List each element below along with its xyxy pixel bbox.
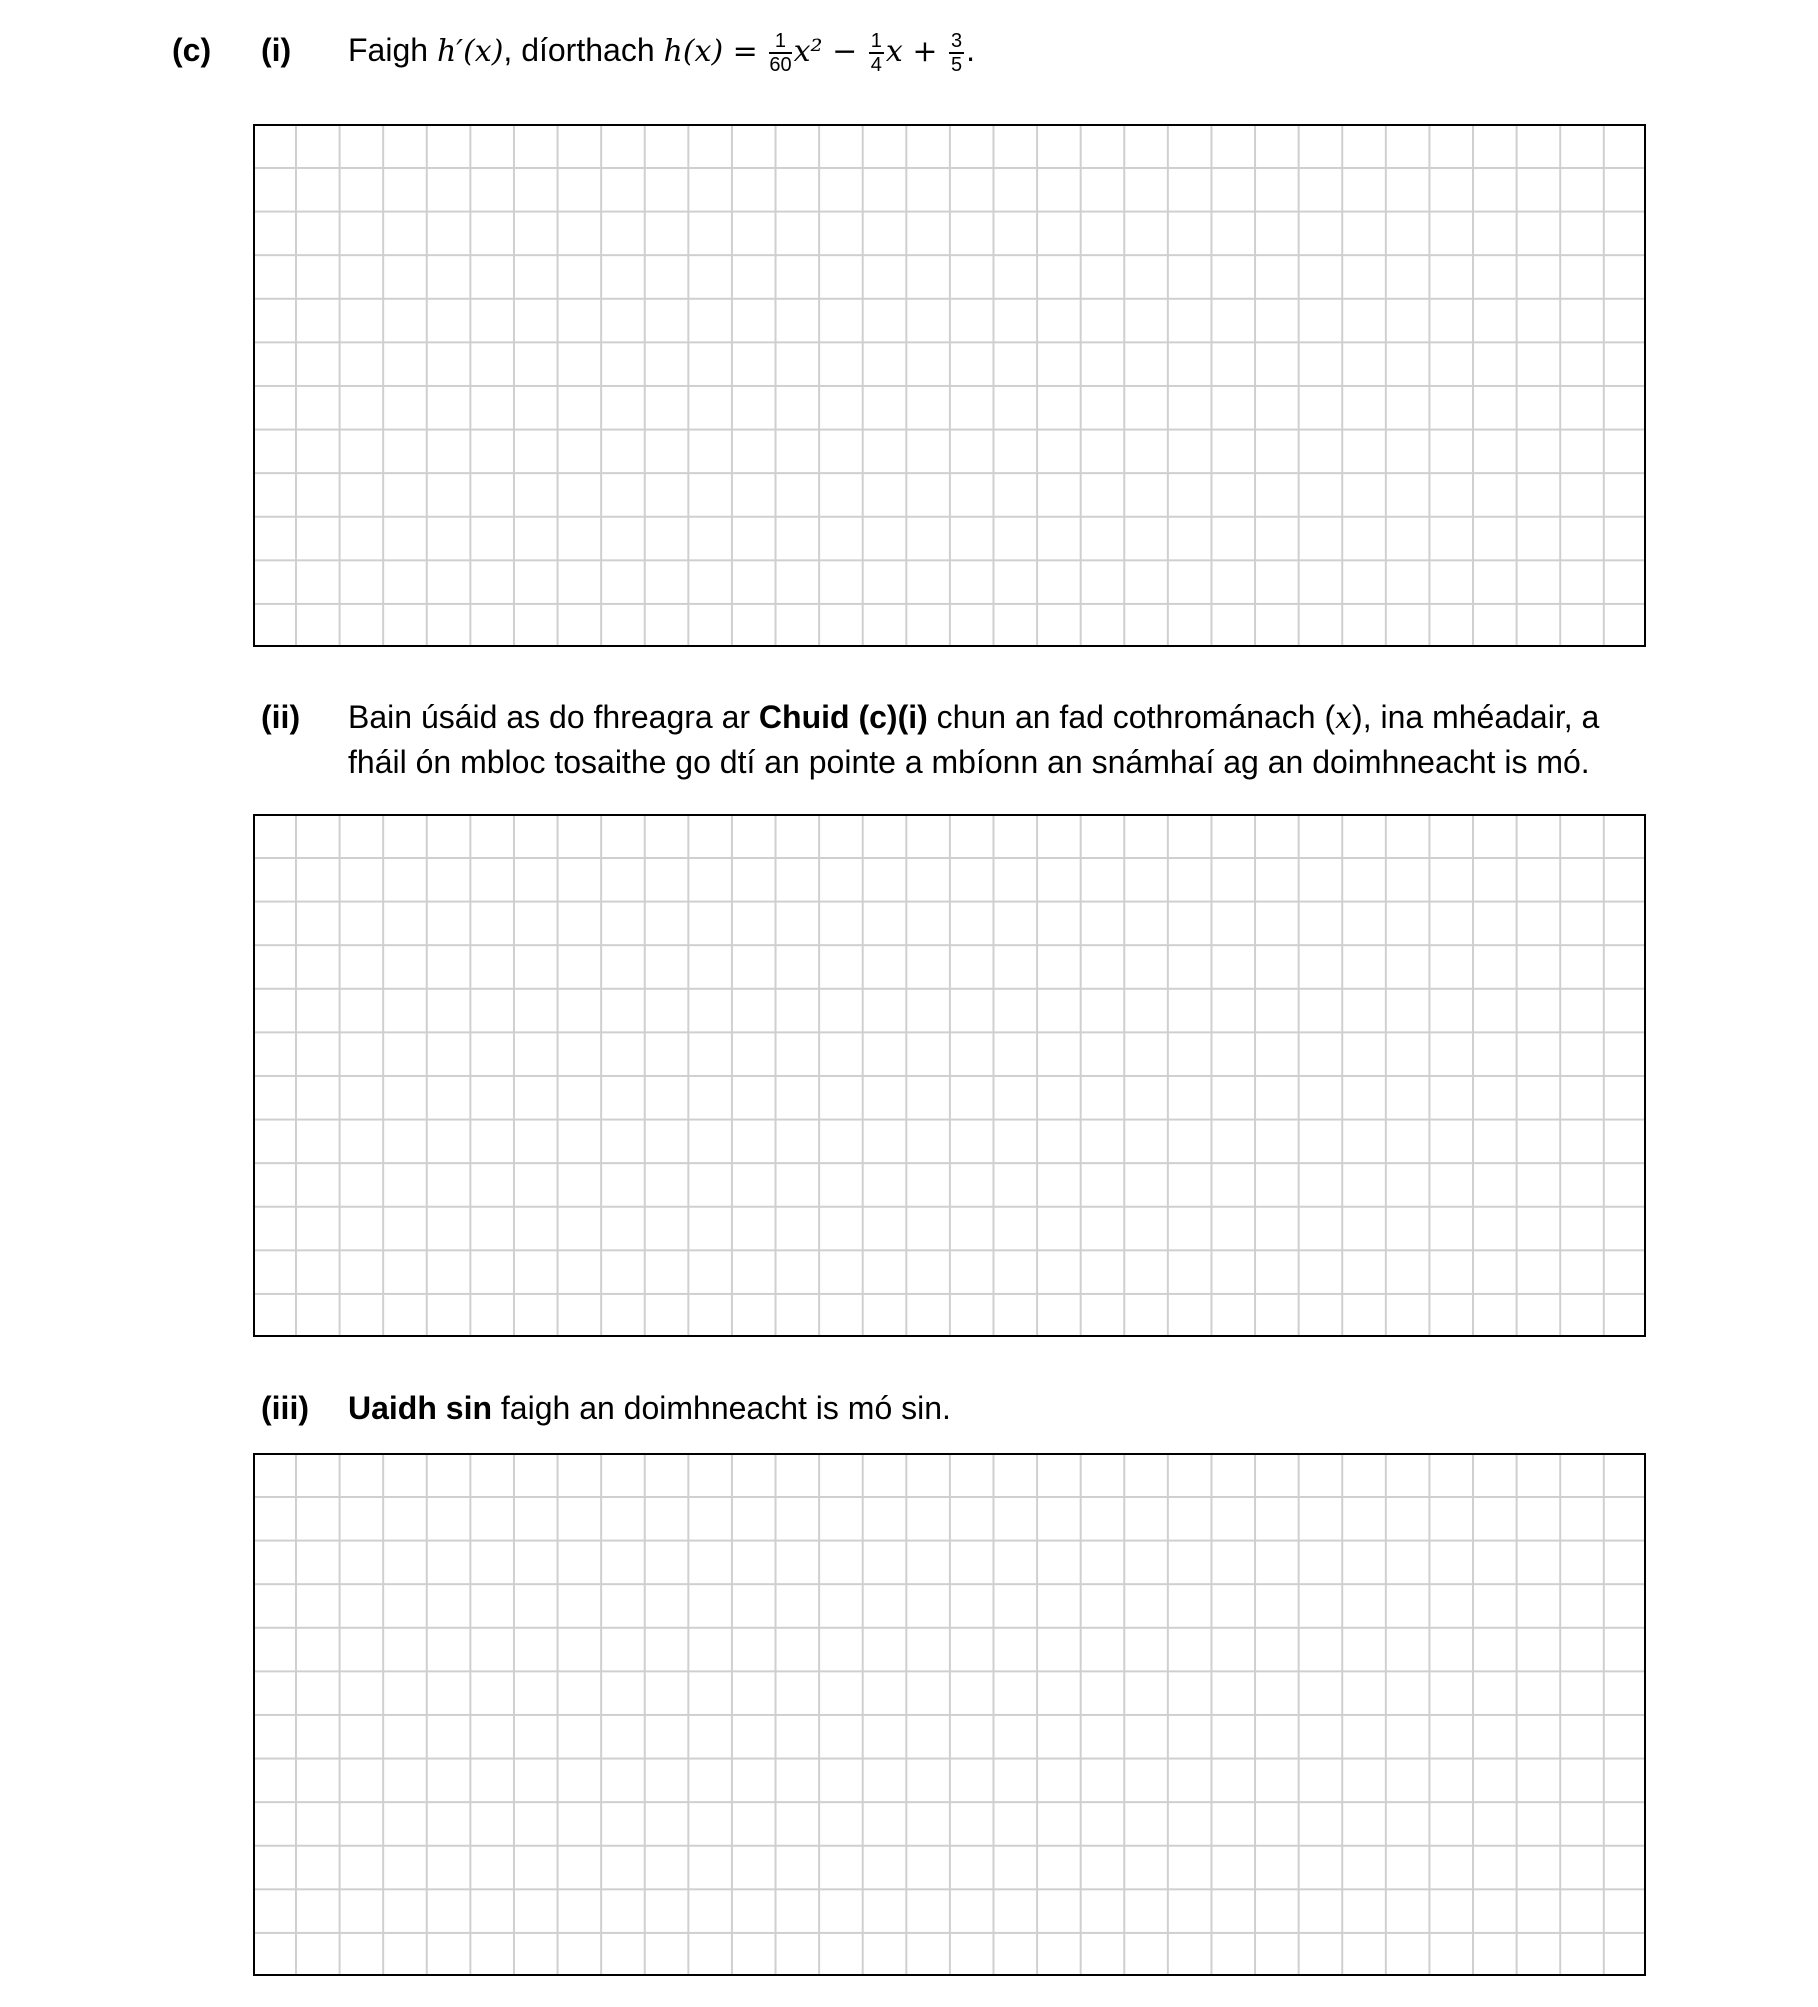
answer-grid-i[interactable] [253,124,1646,647]
subpart-ii-label: (ii) [261,699,301,735]
variable: x [1335,701,1353,736]
numerator: 1 [769,30,791,54]
answer-grid-ii[interactable] [253,814,1646,1337]
term: x + [885,34,948,69]
numerator: 3 [951,29,963,52]
text: , díorthach [503,32,664,68]
text: faigh an doimhneacht is mó sin. [492,1390,951,1426]
denominator: 60 [769,53,792,76]
question-ii-line1 [348,695,1599,741]
subpart-iii-label: (iii) [261,1390,309,1426]
text: Bain úsáid as do fhreagra ar [348,699,759,735]
denominator: 5 [951,53,963,76]
subpart-i-label: (i) [261,32,292,68]
question-iii-text [348,1386,951,1431]
fraction [869,30,884,76]
bold-reference: Chuid (c)(i) [758,699,928,735]
term: x² − [793,34,867,69]
denominator: 4 [870,53,882,76]
bold-text: Uaidh sin [348,1390,493,1426]
fraction [949,30,964,76]
text: Faigh [348,32,437,68]
question-ii-line2: fháil ón mbloc tosaithe go dtí an pointe a mbíonn an snámhaí ag an doimhneacht is mó. [348,744,1590,780]
answer-grid-iii[interactable] [253,1453,1646,1976]
numerator: 1 [870,29,882,52]
text: ), ina mhéadair, a [1352,699,1600,735]
question-i-text [348,28,975,76]
derivative: h′(x) [436,34,504,69]
fraction [769,30,791,76]
part-label: (c) [172,32,212,68]
text: chun an fad cothrománach ( [927,699,1336,735]
period: . [966,32,976,68]
function-lhs: h(x) = [663,34,768,69]
